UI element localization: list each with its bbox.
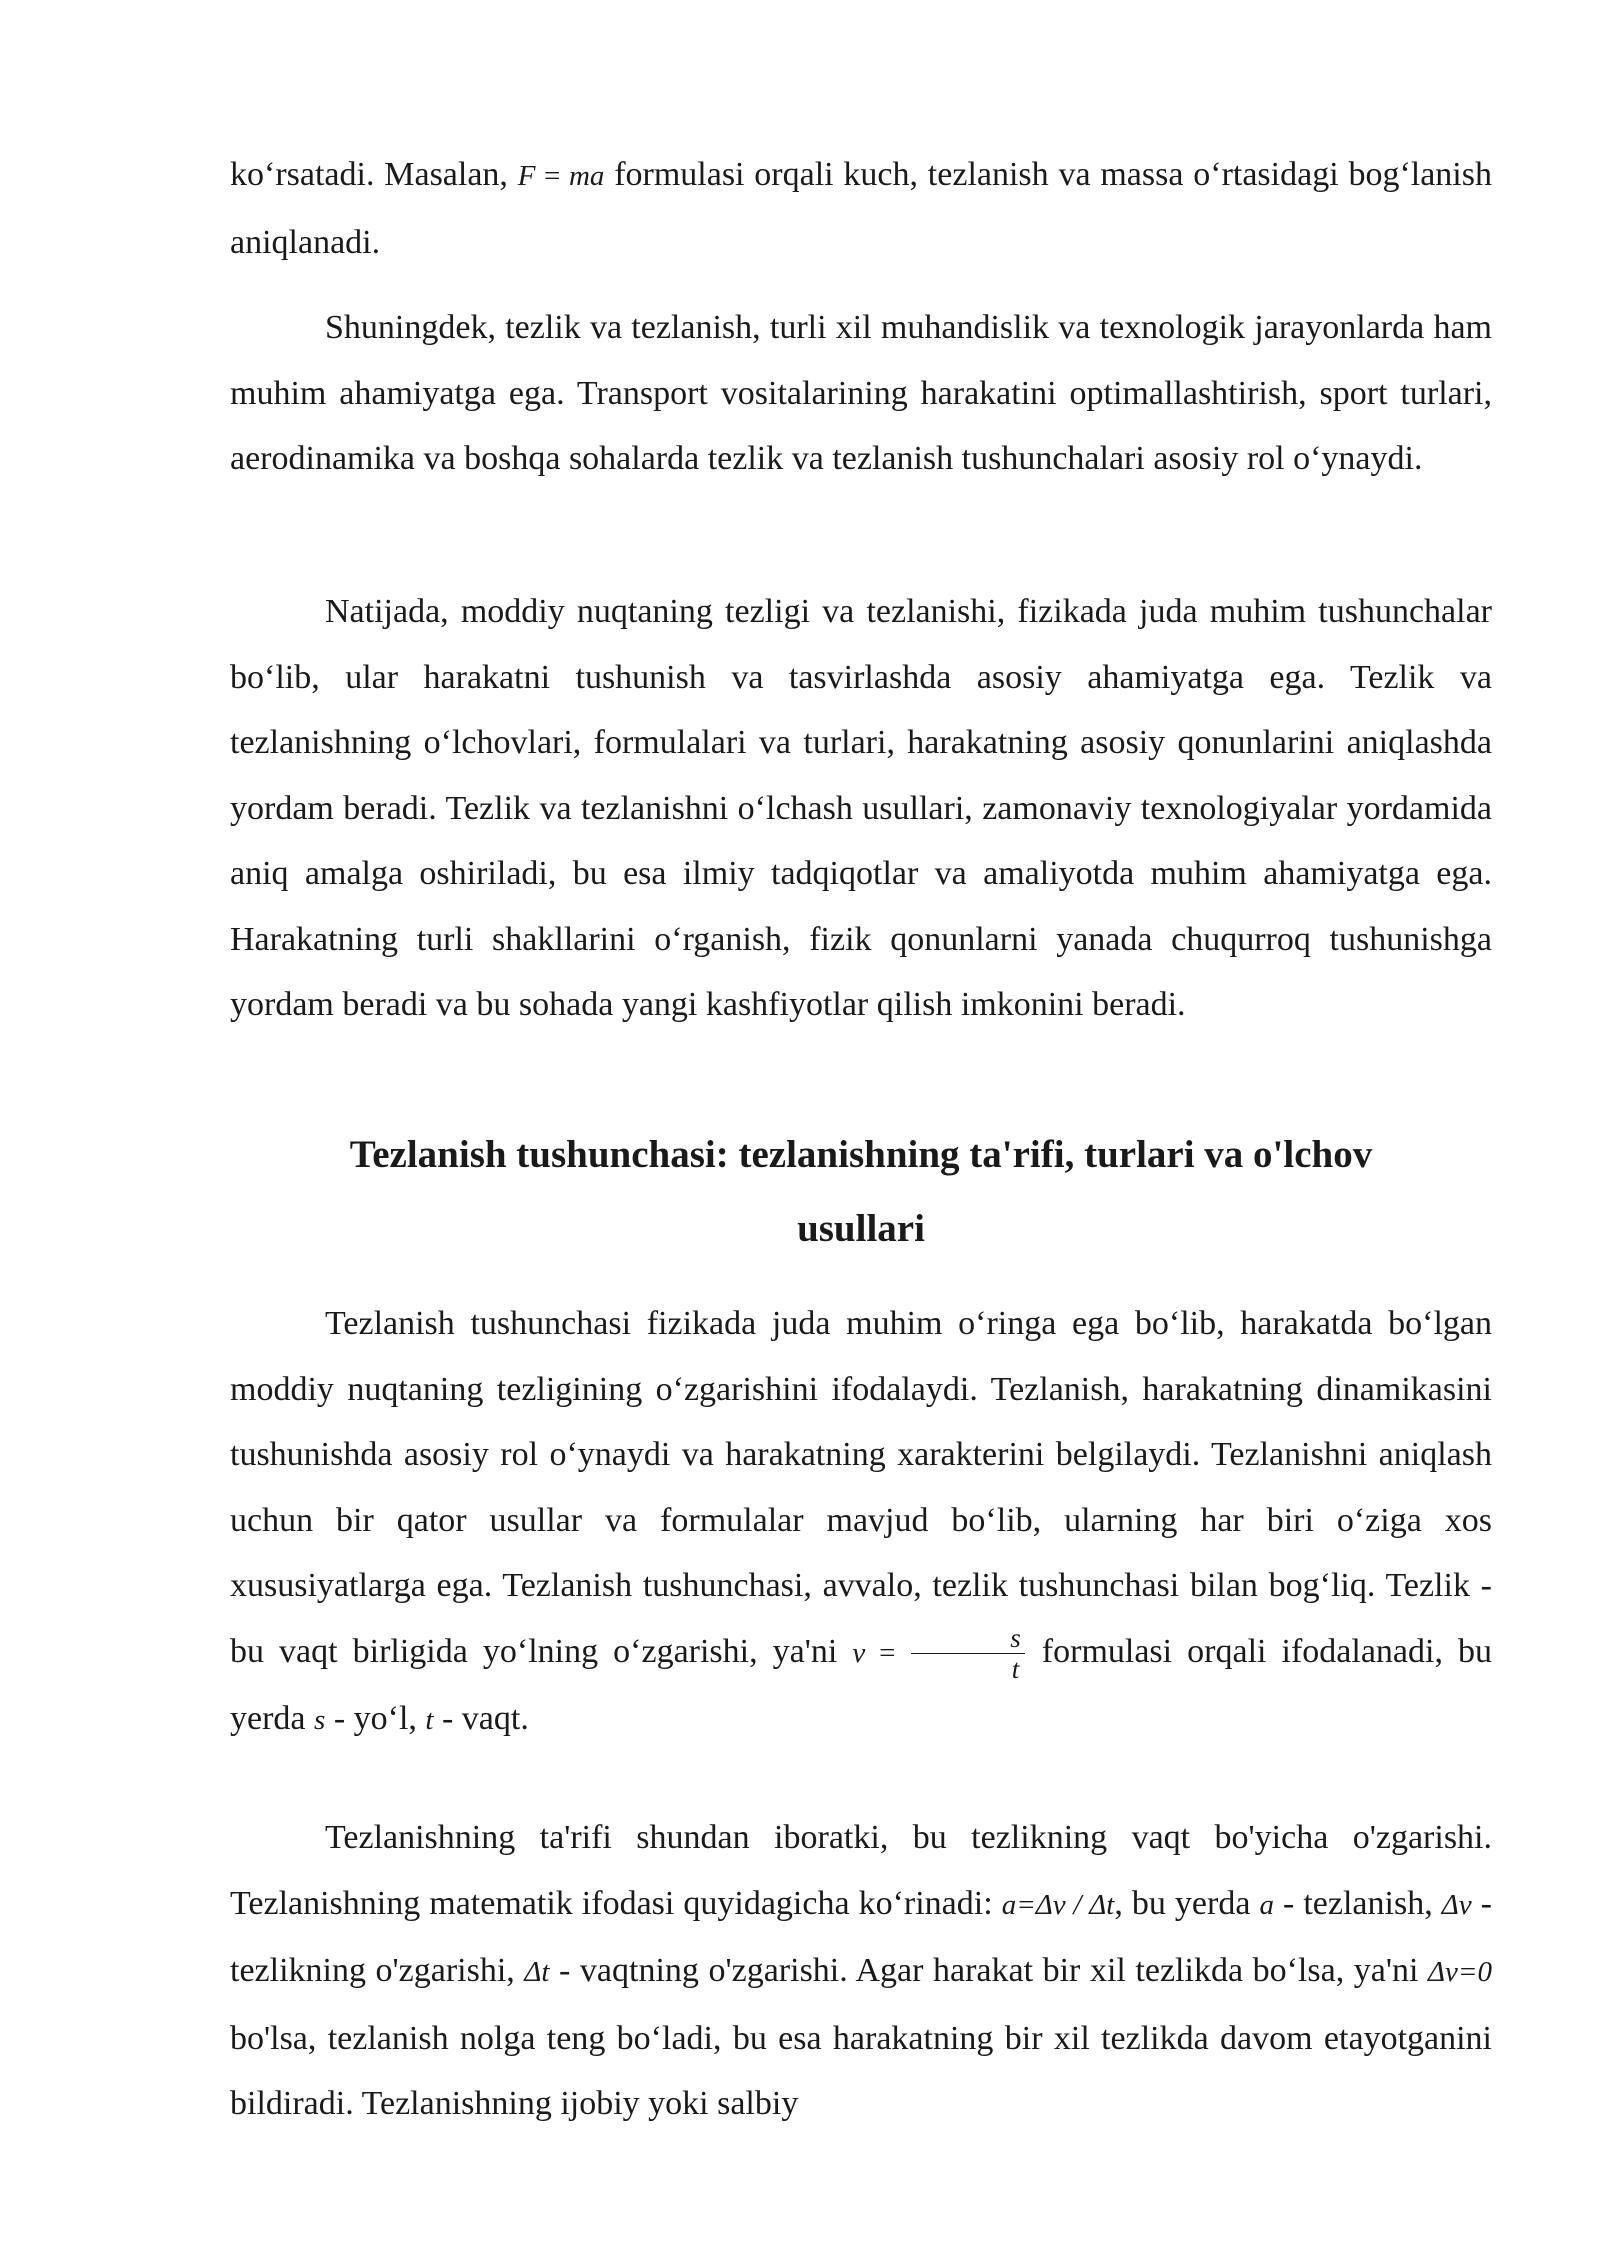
heading-line-1: Tezlanish tushunchasi: tezlanishning ta'rifi, turlari va o'lchov (349, 1133, 1373, 1176)
formula-acceleration: a=Δv / Δt (1001, 1888, 1115, 1921)
paragraph-intro (230, 142, 1492, 275)
section-heading (230, 1118, 1492, 1266)
text: formulasi orqali kuch, tezlanish va massa o‘rtasidagi bog‘lanish aniqlanadi. (230, 156, 1492, 261)
formula-force: F = ma (517, 160, 605, 192)
paragraph-acceleration-concept: Tezlanish tushunchasi fizikada juda muhim o‘ringa ega bo‘lib, harakatda bo‘lgan moddiy nuqtaning tezligining o‘zgarishini ifodalaydi. Tezlanish, harakatning dinamikasini tushunishda asosiy rol o‘ynaydi va harakatning xarakterini belgilaydi. Tezlanishni aniqlash uchun bir qator usullar va formulalar mavjud bo‘lib, ularning har biri o‘ziga xos xususiyatlarga ega. Tezlanish tushunchasi, avvalo, tezlik tushunchasi bilan bog‘liq. Tezlik - bu vaqt birligida yo‘lning o‘zgarishi, ya'ni v = $\frac{s}{t}$ formulasi orqali ifodalanadi, bu yerda s - yo‘l, t - vaqt. (230, 1305, 1493, 1737)
text: ko‘rsatadi. Masalan, (230, 156, 518, 193)
paragraph-conclusion: Natijada, moddiy nuqtaning tezligi va tezlanishi, fizikada juda muhim tushunchalar bo‘lib, ular harakatni tushunish va tasvirlashda asosiy ahamiyatga ega. Tezlik va tezlanishning o‘lchovlari, formulalari va turlari, harakatning asosiy qonunlarini aniqlashda yordam beradi. Tezlik va tezlanishni o‘lchash usullari, zamonaviy texnologiyalar yordamida aniq amalga oshiriladi, bu esa ilmiy tadqiqotlar va amaliyotda muhim ahamiyatga ega. Harakatning turli shakllarini o‘rganish, fizik qonunlarni yanada chuqurroq tushunishga yordam beradi va bu sohada yangi kashfiyotlar qilish imkonini beradi. (230, 593, 1492, 1023)
paragraph-engineering: Shuningdek, tezlik va tezlanish, turli xil muhandislik va texnologik jarayonlarda ham muhim ahamiyatga ega. Transport vositalarining harakatini optimallashtirish, sport turlari, aerodinamika va boshqa sohalarda tezlik va tezlanish tushunchalari asosiy rol o‘ynaydi. (230, 309, 1492, 477)
fraction-s-over-t: $\frac{s}{t}$ (911, 1623, 1025, 1684)
formula-velocity: v = (852, 1636, 910, 1669)
paragraph-acceleration-definition: Tezlanishning ta'rifi shundan iboratki, bu tezlikning vaqt bo'yicha o'zgarishi. Tezlanishning matematik ifodasi quyidagicha ko‘rinadi: a=Δv / Δt, bu yerda a - tezlanish, Δv - tezlikning o'zgarishi, Δt - vaqtning o'zgarishi. Agar harakat bir xil tezlikda bo‘lsa, ya'ni Δv=0 bo'lsa, tezlanish nolga teng bo‘ladi, bu esa harakatning bir xil tezlikda davom etayotganini bildiradi. Tezlanishning ijobiy yoki salbiy (230, 1819, 1492, 2122)
heading-line-2: usullari (797, 1207, 925, 1250)
